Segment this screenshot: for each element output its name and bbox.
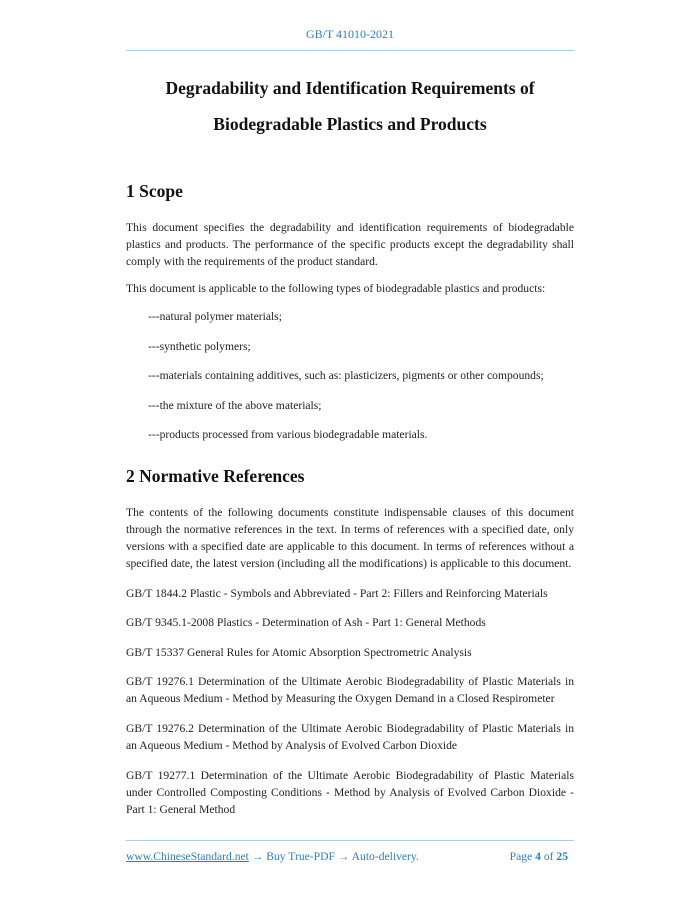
scope-paragraph-1: This document specifies the degradability and identification requirements of biodegradable plastics and products. The performance of the specific products except the degradability shall comply with the requirements of the product standard.: [126, 221, 574, 268]
page-of-label: of: [543, 850, 554, 863]
scope-list-item: ---materials containing additives, such as: plasticizers, pigments or other compounds;: [148, 369, 544, 382]
page-label: Page: [509, 850, 533, 863]
normative-references-paragraph: The contents of the following documents constitute indispensable clauses of this document through the normative references in the text. In terms of references with a specified date, only versions with a specified date are applicable to this document. In terms of references without a specified date, the latest version (including all the modifications) is applicable to this document.: [126, 506, 574, 570]
scope-paragraph-2: This document is applicable to the following types of biodegradable plastics and products:: [126, 282, 546, 295]
footer-tagline: → Buy True-PDF → Auto-delivery.: [248, 850, 419, 863]
reference-item: GB/T 15337 General Rules for Atomic Absorption Spectrometric Analysis: [126, 646, 472, 659]
header-divider: [126, 50, 574, 51]
scope-list-item: ---products processed from various biodegradable materials.: [148, 428, 428, 441]
reference-item: GB/T 9345.1-2008 Plastics - Determination of Ash - Part 1: General Methods: [126, 616, 486, 629]
footer-divider: [126, 840, 574, 841]
reference-item: GB/T 19276.1 Determination of the Ultimate Aerobic Biodegradability of Plastic Materials in an Aqueous Medium - Method by Measuring the Oxygen Demand in a Closed Respirometer: [126, 675, 574, 705]
page-total: 25: [556, 850, 568, 863]
scope-list-item: ---synthetic polymers;: [148, 340, 251, 353]
website-link[interactable]: www.ChineseStandard.net: [126, 850, 249, 863]
section-heading-scope: 1 Scope: [126, 181, 183, 201]
reference-item: GB/T 1844.2 Plastic - Symbols and Abbreviated - Part 2: Fillers and Reinforcing Materials: [126, 587, 548, 600]
document-id: GB/T 41010-2021: [305, 27, 395, 41]
page-indicator: [510, 850, 568, 863]
page-current: 4: [535, 850, 541, 863]
document-title-line-2: Biodegradable Plastics and Products: [213, 114, 487, 134]
scope-list-item: ---natural polymer materials;: [148, 310, 282, 323]
section-heading-normative-references: 2 Normative References: [126, 466, 305, 486]
reference-item: GB/T 19277.1 Determination of the Ultimate Aerobic Biodegradability of Plastic Materials under Controlled Composting Conditions - Method by Analysis of Evolved Carbon Dioxide - Part 1: General Method: [126, 769, 574, 816]
document-title-line-1: Degradability and Identification Requirements of: [165, 78, 535, 98]
scope-list-item: ---the mixture of the above materials;: [148, 399, 322, 412]
reference-item: GB/T 19276.2 Determination of the Ultimate Aerobic Biodegradability of Plastic Materials in an Aqueous Medium - Method by Analysis of Evolved Carbon Dioxide: [126, 722, 574, 752]
